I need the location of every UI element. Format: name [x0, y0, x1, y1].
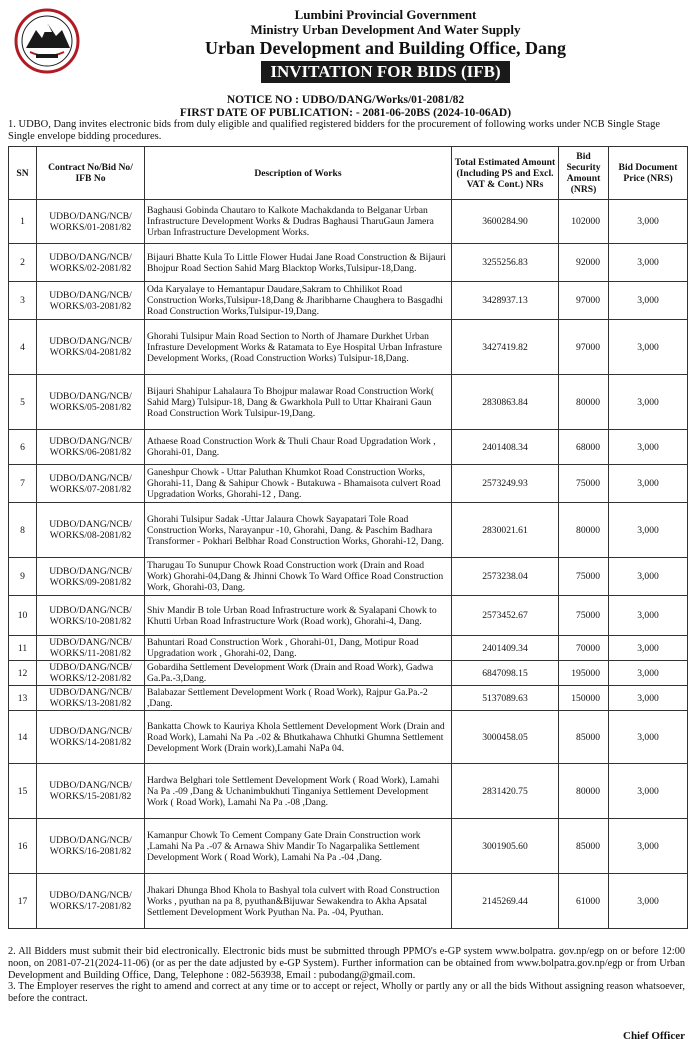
table-row — [9, 764, 688, 819]
footer-notes — [8, 946, 685, 1005]
row-bid-security: 97000 — [559, 320, 609, 375]
row-document-price: 3,000 — [609, 874, 688, 929]
row-bid-security: 97000 — [559, 282, 609, 320]
note-3: 3. The Employer reserves the right to amend and correct at any time or to accept or reject, Wholly or partly any or all the bids Without assigning reason whatsoever, before the contract. — [8, 981, 685, 1005]
row-estimated-amount: 3255256.83 — [452, 244, 559, 282]
row-description: Baghausi Gobinda Chautaro to Kalkote Machakdanda to Belganar Urban Infrastructure Development Works & Dudras Baghausi TharuGaun Jamera Urban Infrastructure Development Works. — [145, 200, 452, 244]
row-document-price: 3,000 — [609, 558, 688, 596]
row-sn: 10 — [9, 596, 37, 636]
table-row — [9, 874, 688, 929]
row-contract-no: UDBO/DANG/NCB/ WORKS/12-2081/82 — [37, 661, 145, 686]
row-description: Bahuntari Road Construction Work , Ghorahi-01, Dang, Motipur Road Upgradation work , Ghorahi-02, Dang. — [145, 636, 452, 661]
row-sn: 3 — [9, 282, 37, 320]
row-contract-no: UDBO/DANG/NCB/ WORKS/04-2081/82 — [37, 320, 145, 375]
row-description: Ganeshpur Chowk - Uttar Paluthan Khumkot Road Construction Works, Ghorahi-11, Dang & Sahipur Chowk - Butakuwa - Bhamaisota culvert Road Upgradation Works, Ghorahi-12 , Dang. — [145, 465, 452, 503]
government-name: Lumbini Provincial Government — [294, 7, 477, 22]
row-bid-security: 85000 — [559, 819, 609, 874]
row-bid-security: 80000 — [559, 764, 609, 819]
header-security: Bid Security Amount (NRS) — [559, 147, 609, 200]
ministry-name: Ministry Urban Development And Water Supply — [250, 22, 521, 37]
row-estimated-amount: 2401409.34 — [452, 636, 559, 661]
row-description: Gobardiha Settlement Development Work (Drain and Road Work), Gadwa Ga.Pa.-3,Dang. — [145, 661, 452, 686]
row-document-price: 3,000 — [609, 320, 688, 375]
row-estimated-amount: 2830863.84 — [452, 375, 559, 430]
row-bid-security: 70000 — [559, 636, 609, 661]
row-document-price: 3,000 — [609, 686, 688, 711]
header-sn: SN — [9, 147, 37, 200]
office-name: Urban Development and Building Office, Dang — [204, 38, 567, 58]
row-estimated-amount: 3600284.90 — [452, 200, 559, 244]
ifb-title: INVITATION FOR BIDS (IFB) — [261, 61, 509, 83]
row-estimated-amount: 2573238.04 — [452, 558, 559, 596]
note-2: 2. All Bidders must submit their bid electronically. Electronic bids must be submitted through PPMO's e-GP system www.bolpatra. gov.np/egp on or before 12:00 noon, on 2081-07-21(2024-11-06) (or as per the date adjusted by e-GP System). Further information can be obtained from www.bolpatra.gov.np/egp or from Urban Development and Building Office, Dang, Telephone : 082-563938, Email : pubodang@gmail.com. — [8, 946, 685, 981]
table-row — [9, 375, 688, 430]
row-sn: 15 — [9, 764, 37, 819]
row-description: Bijauri Bhatte Kula To Little Flower Hudai Jane Road Construction & Bijauri Bhojpur Road Section Sahid Marg Blacktop Works,Tulsipur-18,Dang. — [145, 244, 452, 282]
row-description: Balabazar Settlement Development Work ( Road Work), Rajpur Ga.Pa.-2 ,Dang. — [145, 686, 452, 711]
row-sn: 16 — [9, 819, 37, 874]
bids-table — [8, 146, 688, 929]
row-bid-security: 85000 — [559, 711, 609, 764]
row-contract-no: UDBO/DANG/NCB/ WORKS/16-2081/82 — [37, 819, 145, 874]
table-header-row — [9, 147, 688, 200]
table-row — [9, 430, 688, 465]
row-contract-no: UDBO/DANG/NCB/ WORKS/14-2081/82 — [37, 711, 145, 764]
row-estimated-amount: 2573452.67 — [452, 596, 559, 636]
table-body — [9, 200, 688, 929]
table-row — [9, 661, 688, 686]
header-amount: Total Estimated Amount (Including PS and Excl. VAT & Cont.) NRs — [452, 147, 559, 200]
row-sn: 5 — [9, 375, 37, 430]
row-sn: 6 — [9, 430, 37, 465]
row-estimated-amount: 3001905.60 — [452, 819, 559, 874]
row-estimated-amount: 6847098.15 — [452, 661, 559, 686]
row-bid-security: 75000 — [559, 596, 609, 636]
row-estimated-amount: 3427419.82 — [452, 320, 559, 375]
row-bid-security: 80000 — [559, 503, 609, 558]
row-contract-no: UDBO/DANG/NCB/ WORKS/01-2081/82 — [37, 200, 145, 244]
row-sn: 7 — [9, 465, 37, 503]
row-description: Ghorahi Tulsipur Sadak -Uttar Jalaura Chowk Sayapatari Tole Road Construction Works, Narayanpur -10, Ghorahi, Dang. & Paschim Badhara Transformer - Pokhari Belbhar Road Construction Works, Ghorahi-12, Dang. — [145, 503, 452, 558]
row-description: Bankatta Chowk to Kauriya Khola Settlement Development Work (Drain and Road Work), Lamahi Na Pa .-02 & Bhutkahawa Chhutki Ghumna Settlement Development Work (Drain work),Lamahi NaPa 04. — [145, 711, 452, 764]
row-contract-no: UDBO/DANG/NCB/ WORKS/09-2081/82 — [37, 558, 145, 596]
row-sn: 17 — [9, 874, 37, 929]
row-description: Kamanpur Chowk To Cement Company Gate Drain Construction work ,Lamahi Na Pa .-07 & Arnawa Shiv Mandir To Nagarpalika Settlement Development Work ( Road Work), Lamahi Na Pa .-04 ,Dang. — [145, 819, 452, 874]
table-row — [9, 819, 688, 874]
row-contract-no: UDBO/DANG/NCB/ WORKS/17-2081/82 — [37, 874, 145, 929]
row-bid-security: 92000 — [559, 244, 609, 282]
table-row — [9, 686, 688, 711]
row-description: Oda Karyalaye to Hemantapur Daudare,Sakram to Chhilikot Road Construction Works,Tulsipur-18,Dang & Jharibharne Chaughera to Basgadhi Road Construction Works,Tulsipur-19,Dang. — [145, 282, 452, 320]
table-row — [9, 244, 688, 282]
row-bid-security: 61000 — [559, 874, 609, 929]
table-row — [9, 320, 688, 375]
row-document-price: 3,000 — [609, 375, 688, 430]
row-contract-no: UDBO/DANG/NCB/ WORKS/10-2081/82 — [37, 596, 145, 636]
row-contract-no: UDBO/DANG/NCB/ WORKS/03-2081/82 — [37, 282, 145, 320]
row-description: Shiv Mandir B tole Urban Road Infrastructure work & Syalapani Chowk to Khutti Urban Road Infrastructure Work (Road work), Ghorahi-4, Dang. — [145, 596, 452, 636]
row-bid-security: 195000 — [559, 661, 609, 686]
row-sn: 1 — [9, 200, 37, 244]
header-description: Description of Works — [145, 147, 452, 200]
row-document-price: 3,000 — [609, 661, 688, 686]
table-row — [9, 636, 688, 661]
row-bid-security: 150000 — [559, 686, 609, 711]
notice-number: NOTICE NO : UDBO/DANG/Works/01-2081/82 — [226, 94, 465, 106]
row-sn: 12 — [9, 661, 37, 686]
row-contract-no: UDBO/DANG/NCB/ WORKS/11-2081/82 — [37, 636, 145, 661]
row-estimated-amount: 2830021.61 — [452, 503, 559, 558]
table-row — [9, 465, 688, 503]
signer: Chief Officer — [623, 1030, 685, 1042]
row-document-price: 3,000 — [609, 764, 688, 819]
row-bid-security: 68000 — [559, 430, 609, 465]
row-description: Bijauri Shahipur Lahalaura To Bhojpur malawar Road Construction Work( Sahid Marg) Tulsipur-18, Dang & Gwarkhola Pull to Uttar Khairani Gaun Road Construction Work Tulsipur-19,Dang. — [145, 375, 452, 430]
nepal-emblem-icon — [14, 8, 80, 74]
row-document-price: 3,000 — [609, 430, 688, 465]
table-row — [9, 596, 688, 636]
row-sn: 2 — [9, 244, 37, 282]
row-estimated-amount: 2401408.34 — [452, 430, 559, 465]
row-sn: 4 — [9, 320, 37, 375]
row-document-price: 3,000 — [609, 819, 688, 874]
row-estimated-amount: 3428937.13 — [452, 282, 559, 320]
row-sn: 11 — [9, 636, 37, 661]
publication-date: FIRST DATE OF PUBLICATION: - 2081-06-20BS (2024-10-06AD) — [179, 107, 512, 119]
row-document-price: 3,000 — [609, 596, 688, 636]
row-estimated-amount: 2573249.93 — [452, 465, 559, 503]
row-sn: 9 — [9, 558, 37, 596]
row-bid-security: 80000 — [559, 375, 609, 430]
row-document-price: 3,000 — [609, 282, 688, 320]
row-bid-security: 75000 — [559, 558, 609, 596]
row-contract-no: UDBO/DANG/NCB/ WORKS/07-2081/82 — [37, 465, 145, 503]
header-document-price: Bid Document Price (NRS) — [609, 147, 688, 200]
row-contract-no: UDBO/DANG/NCB/ WORKS/02-2081/82 — [37, 244, 145, 282]
row-sn: 14 — [9, 711, 37, 764]
table-row — [9, 282, 688, 320]
row-document-price: 3,000 — [609, 711, 688, 764]
table-row — [9, 200, 688, 244]
table-row — [9, 558, 688, 596]
row-description: Jhakari Dhunga Bhod Khola to Bashyal tola culvert with Road Construction Works , pyuthan na pa 8, pyuthan&Bijuwar Sewakendra to Akha Apsatal Settlement Development Work Pyuthan Na. Pa. -04, Pyuthan. — [145, 874, 452, 929]
row-description: Athaese Road Construction Work & Thuli Chaur Road Upgradation Work , Ghorahi-01, Dang. — [145, 430, 452, 465]
row-document-price: 3,000 — [609, 636, 688, 661]
row-description: Tharugau To Sunupur Chowk Road Construction work (Drain and Road Work) Ghorahi-04,Dang & Jhinni Chowk To Ward Office Road Construction Work, Ghorahi-03, Dang. — [145, 558, 452, 596]
row-estimated-amount: 3000458.05 — [452, 711, 559, 764]
row-sn: 13 — [9, 686, 37, 711]
row-document-price: 3,000 — [609, 465, 688, 503]
row-bid-security: 75000 — [559, 465, 609, 503]
row-contract-no: UDBO/DANG/NCB/ WORKS/08-2081/82 — [37, 503, 145, 558]
header — [90, 7, 681, 83]
table-row — [9, 503, 688, 558]
row-contract-no: UDBO/DANG/NCB/ WORKS/13-2081/82 — [37, 686, 145, 711]
table-row — [9, 711, 688, 764]
row-bid-security: 102000 — [559, 200, 609, 244]
row-contract-no: UDBO/DANG/NCB/ WORKS/15-2081/82 — [37, 764, 145, 819]
row-contract-no: UDBO/DANG/NCB/ WORKS/06-2081/82 — [37, 430, 145, 465]
row-document-price: 3,000 — [609, 503, 688, 558]
row-contract-no: UDBO/DANG/NCB/ WORKS/05-2081/82 — [37, 375, 145, 430]
row-document-price: 3,000 — [609, 200, 688, 244]
row-estimated-amount: 5137089.63 — [452, 686, 559, 711]
row-estimated-amount: 2831420.75 — [452, 764, 559, 819]
row-sn: 8 — [9, 503, 37, 558]
header-contract: Contract No/Bid No/ IFB No — [37, 147, 145, 200]
row-description: Ghorahi Tulsipur Main Road Section to North of Jhamare Durkhet Urban Infrasture Development Works & Ratamata to Eye Hospital Urban Infrasture Development Works, (Road Construction Works) Tulsipur-18,Dang. — [145, 320, 452, 375]
intro-paragraph: 1. UDBO, Dang invites electronic bids from duly eligible and qualified registered bidders for the procurement of following works under NCB Single Stage Single envelope bidding procedures. — [8, 119, 661, 142]
row-description: Hardwa Belghari tole Settlement Development Work ( Road Work), Lamahi Na Pa .-09 ,Dang & Uchanimbukhuti Tinganiya Settlement Development Work ( Road Work), Lamahi Na Pa .-08 ,Dang. — [145, 764, 452, 819]
row-estimated-amount: 2145269.44 — [452, 874, 559, 929]
row-document-price: 3,000 — [609, 244, 688, 282]
